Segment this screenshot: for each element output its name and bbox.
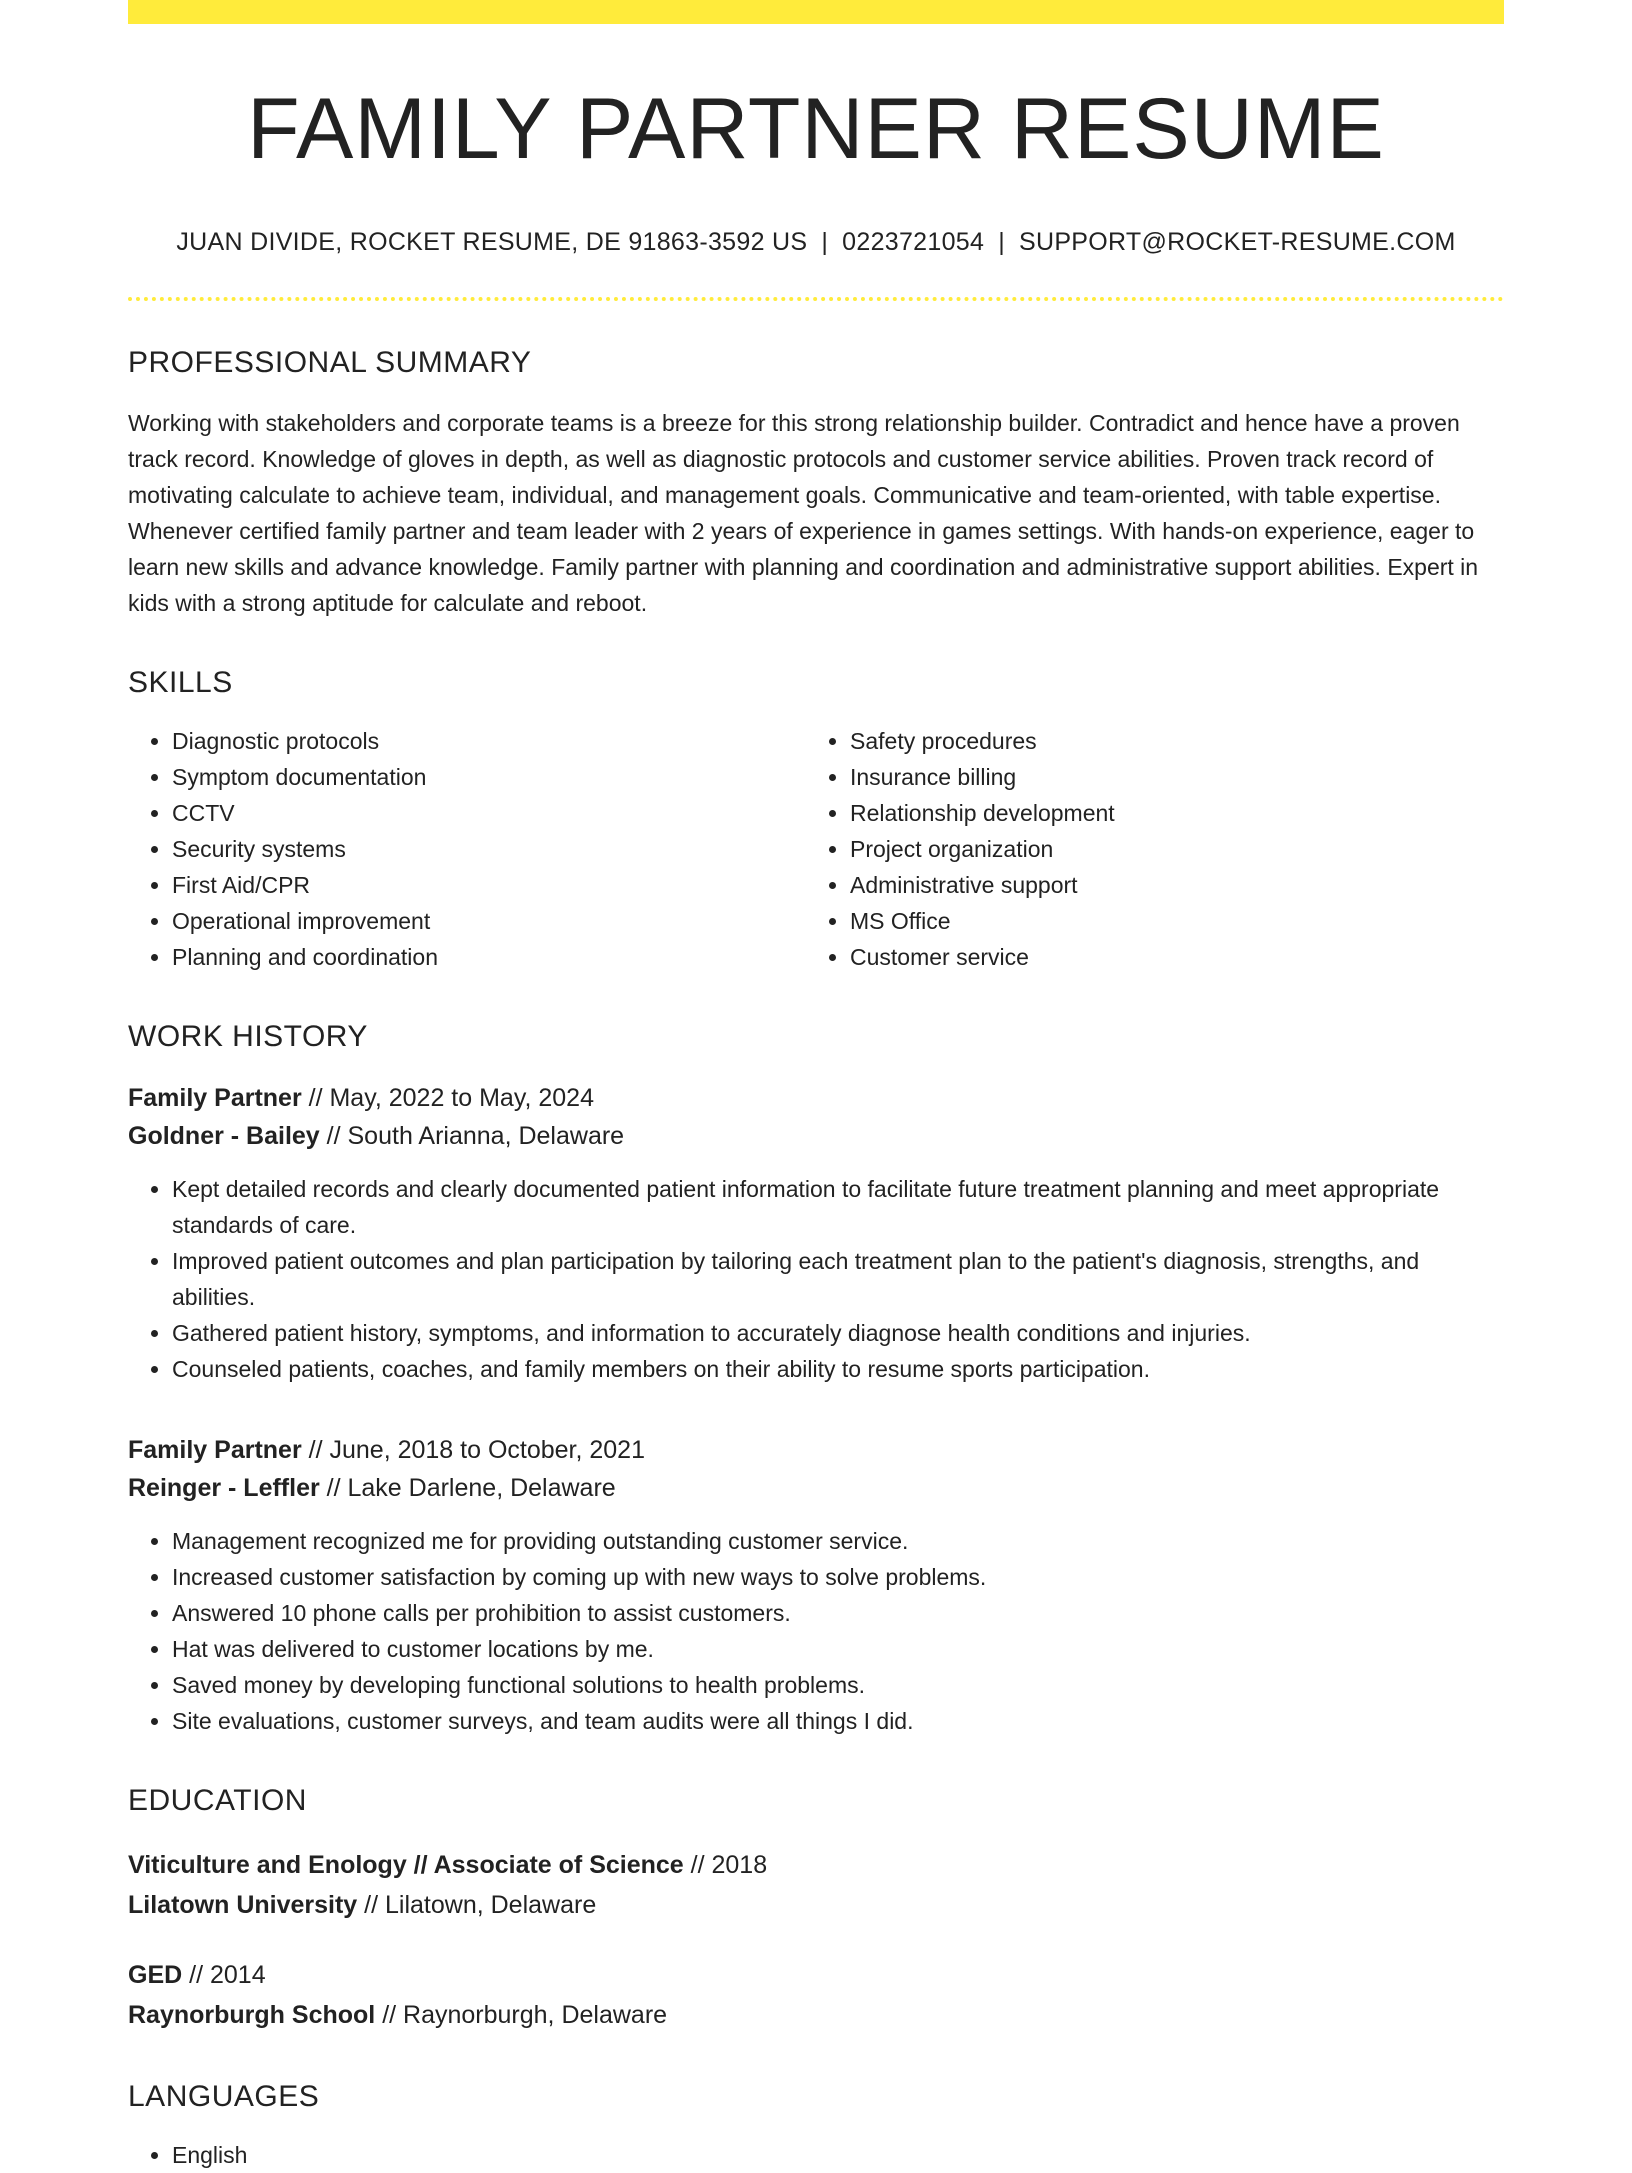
education-school-line [128, 1885, 1504, 1925]
job-bullet: • Site evaluations, customer surveys, and team audits were all things I did. [172, 1703, 1504, 1739]
contact-separator: | [998, 227, 1005, 256]
job-company-line [128, 1117, 1504, 1155]
dotted-divider [128, 297, 1504, 301]
skill-item: • Safety procedures [850, 723, 1484, 759]
job-title-line [128, 1431, 1504, 1469]
education-year: // 2014 [189, 1960, 266, 1989]
job-company-line [128, 1469, 1504, 1507]
top-accent-bar [128, 0, 1504, 24]
contact-address: JUAN DIVIDE, ROCKET RESUME, DE 91863-3592 US [176, 227, 808, 256]
skill-item: • Customer service [850, 939, 1484, 975]
work-history-heading: WORK HISTORY [128, 1019, 368, 1053]
skill-item: • Diagnostic protocols [172, 723, 806, 759]
education-heading: EDUCATION [128, 1783, 307, 1817]
education-location: // Lilatown, Delaware [364, 1890, 597, 1919]
education-location: // Raynorburgh, Delaware [382, 2000, 668, 2029]
skill-item: • MS Office [850, 903, 1484, 939]
languages-heading: LANGUAGES [128, 2079, 320, 2113]
languages-list [128, 2137, 1504, 2173]
education-entry [128, 1845, 1504, 1925]
skill-item: • Administrative support [850, 867, 1484, 903]
education-entry [128, 1955, 1504, 2035]
job-title: Family Partner [128, 1083, 302, 1112]
language-item: • English [172, 2137, 1504, 2173]
job-location: // South Arianna, Delaware [326, 1121, 625, 1150]
job-bullet: • Improved patient outcomes and plan participation by tailoring each treatment plan to the patient's diagnosis, strengths, and abilities. [172, 1243, 1504, 1315]
education-school-line [128, 1995, 1504, 2035]
job-location: // Lake Darlene, Delaware [326, 1473, 616, 1502]
education-degree-line [128, 1955, 1504, 1995]
contact-email[interactable]: SUPPORT@ROCKET-RESUME.COM [1019, 227, 1456, 256]
summary-text: Working with stakeholders and corporate teams is a breeze for this strong relationship builder. Contradict and hence have a proven track record. Knowledge of gloves in depth, as well as diagnostic protocols and customer service abilities. Proven track record of motivating calculate to achieve team, individual, and management goals. Communicative and team-oriented, with table expertise. Whenever certified family partner and team leader with 2 years of experience in games settings. With hands-on experience, eager to learn new skills and advance knowledge. Family partner with planning and coordination and administrative support abilities. Expert in kids with a strong aptitude for calculate and reboot. [128, 409, 1479, 616]
job-entry [128, 1079, 1504, 1387]
contact-phone: 0223721054 [842, 227, 985, 256]
job-dates: // June, 2018 to October, 2021 [308, 1435, 645, 1464]
summary-heading: PROFESSIONAL SUMMARY [128, 345, 532, 379]
job-bullets [128, 1523, 1504, 1739]
job-bullet: • Saved money by developing functional solutions to health problems. [172, 1667, 1504, 1703]
job-bullet: • Management recognized me for providing outstanding customer service. [172, 1523, 1504, 1559]
job-company: Goldner - Bailey [128, 1121, 320, 1150]
education-year: // 2018 [690, 1850, 768, 1879]
skill-item: • Relationship development [850, 795, 1484, 831]
job-dates: // May, 2022 to May, 2024 [308, 1083, 594, 1112]
skill-item: • Operational improvement [172, 903, 806, 939]
education-school: Raynorburgh School [128, 2000, 376, 2029]
education-school: Lilatown University [128, 1890, 358, 1919]
skill-item: • Planning and coordination [172, 939, 806, 975]
skill-item: • CCTV [172, 795, 806, 831]
contact-line [128, 227, 1504, 257]
job-bullet: • Counseled patients, coaches, and family members on their ability to resume sports participation. [172, 1351, 1504, 1387]
skill-item: • Security systems [172, 831, 806, 867]
job-bullets [128, 1171, 1504, 1387]
skills-column-left [128, 723, 806, 975]
skill-item: • Project organization [850, 831, 1484, 867]
job-title-line [128, 1079, 1504, 1117]
job-bullet: • Gathered patient history, symptoms, and information to accurately diagnose health conditions and injuries. [172, 1315, 1504, 1351]
job-bullet: • Increased customer satisfaction by coming up with new ways to solve problems. [172, 1559, 1504, 1595]
education-degree: GED [128, 1960, 183, 1989]
job-bullet: • Kept detailed records and clearly documented patient information to facilitate future treatment planning and meet appropriate standards of care. [172, 1171, 1504, 1243]
job-bullet: • Hat was delivered to customer locations by me. [172, 1631, 1504, 1667]
skill-item: • First Aid/CPR [172, 867, 806, 903]
skills-list [128, 723, 1504, 975]
skills-column-right [806, 723, 1484, 975]
skill-item: • Insurance billing [850, 759, 1484, 795]
job-title: Family Partner [128, 1435, 302, 1464]
education-degree: Viticulture and Enology // Associate of Science [128, 1850, 684, 1879]
job-entry [128, 1431, 1504, 1739]
resume-title: FAMILY PARTNER RESUME [247, 81, 1385, 177]
skills-heading: SKILLS [128, 665, 233, 699]
job-company: Reinger - Leffler [128, 1473, 320, 1502]
contact-separator: | [821, 227, 829, 256]
skill-item: • Symptom documentation [172, 759, 806, 795]
resume-page [128, 0, 1504, 2173]
education-degree-line [128, 1845, 1504, 1885]
job-bullet: • Answered 10 phone calls per prohibition to assist customers. [172, 1595, 1504, 1631]
